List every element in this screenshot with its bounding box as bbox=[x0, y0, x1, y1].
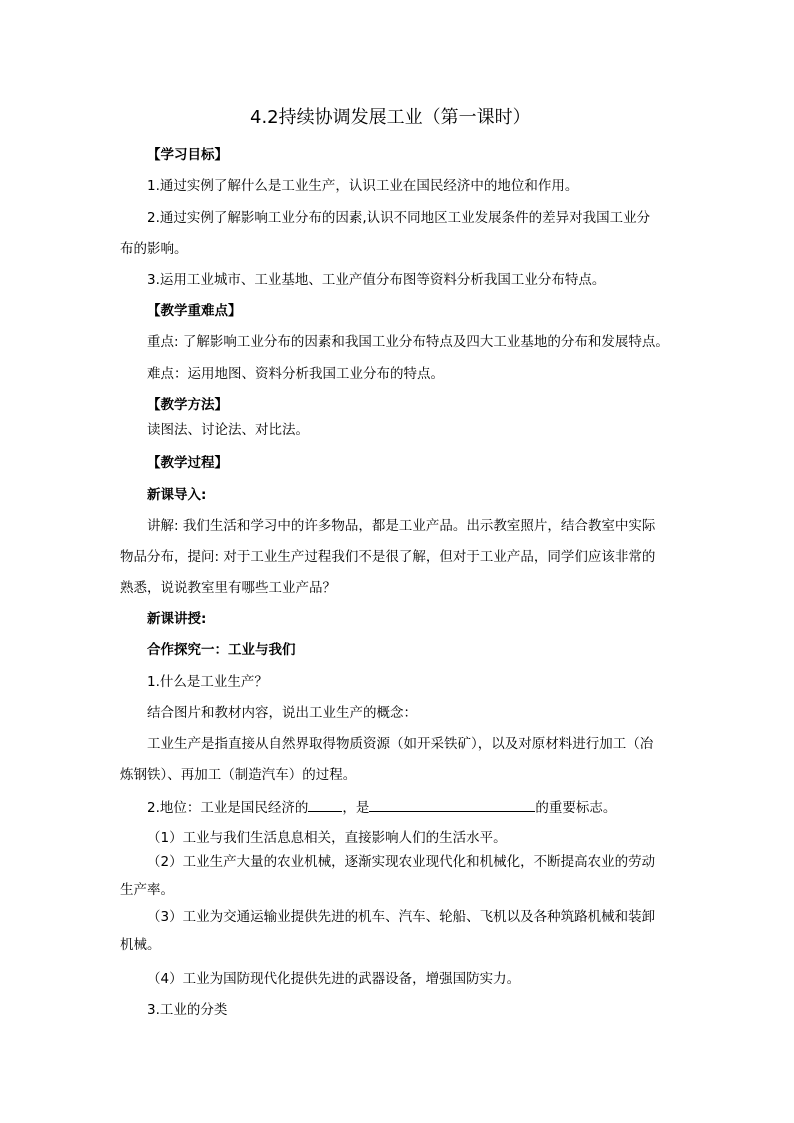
key-difficulty: 难点：运用地图、资料分析我国工业分布的特点。 bbox=[147, 366, 444, 382]
explore-1: 合作探究一：工业与我们 bbox=[147, 642, 296, 658]
page-title: 4.2持续协调发展工业（第一课时） bbox=[250, 107, 531, 128]
question-1: 1.什么是工业生产？ bbox=[147, 674, 268, 690]
intro-label: 新课导入: bbox=[147, 487, 207, 503]
goals-heading: 【学习目标】 bbox=[147, 147, 228, 163]
methods-heading: 【教学方法】 bbox=[147, 397, 228, 413]
status-line bbox=[147, 797, 616, 818]
goal-item-3: 3.运用工业城市、工业基地、工业产值分布图等资料分析我国工业分布特点。 bbox=[147, 272, 606, 288]
status-text-b: ，是 bbox=[342, 800, 370, 816]
status-text-c: 的重要标志。 bbox=[535, 800, 617, 816]
question-1-prompt: 结合图片和教材内容，说出工业生产的概念： bbox=[147, 705, 417, 721]
point-2-line-2: 生产率。 bbox=[120, 882, 174, 898]
definition-line-1: 工业生产是指直接从自然界取得物质资源（如开采铁矿），以及对原材料进行加工（冶 bbox=[147, 736, 654, 752]
methods-text: 读图法、讨论法、对比法。 bbox=[147, 422, 309, 438]
goal-item-2-line-1: 2.通过实例了解影响工业分布的因素,认识不同地区工业发展条件的差异对我国工业分 bbox=[147, 210, 651, 226]
point-4: （4）工业为国防现代化提供先进的武器设备，增强国防实力。 bbox=[147, 971, 521, 987]
process-heading: 【教学过程】 bbox=[147, 455, 228, 471]
point-1: （1）工业与我们生活息息相关，直接影响人们的生活水平。 bbox=[147, 830, 507, 846]
status-blank-1[interactable] bbox=[308, 797, 342, 812]
intro-line-2: 物品分布，提问: 对于工业生产过程我们不是很了解，但对于工业产品，同学们应该非常的 bbox=[120, 549, 656, 565]
point-3-line-1: （3）工业为交通运输业提供先进的机车、汽车、轮船、飞机以及各种筑路机械和装卸 bbox=[147, 909, 656, 925]
goal-item-2-line-2: 布的影响。 bbox=[120, 241, 188, 257]
status-text-a: 2.地位：工业是国民经济的 bbox=[147, 800, 309, 816]
key-points-heading: 【教学重难点】 bbox=[147, 303, 242, 319]
intro-line-3: 熟悉，说说教室里有哪些工业产品？ bbox=[120, 580, 336, 596]
point-3-line-2: 机械。 bbox=[120, 937, 161, 953]
point-2-line-1: （2）工业生产大量的农业机械，逐渐实现农业现代化和机械化，不断提高农业的劳动 bbox=[147, 854, 656, 870]
intro-line-1: 讲解: 我们生活和学习中的许多物品，都是工业产品。出示教室照片，结合教室中实际 bbox=[147, 518, 656, 534]
question-3: 3.工业的分类 bbox=[147, 1002, 228, 1018]
definition-line-2: 炼钢铁）、再加工（制造汽车）的过程。 bbox=[120, 767, 357, 783]
goal-item-1: 1.通过实例了解什么是工业生产，认识工业在国民经济中的地位和作用。 bbox=[147, 178, 579, 194]
status-blank-2[interactable] bbox=[369, 797, 535, 812]
lecture-label: 新课讲授: bbox=[147, 611, 207, 627]
key-focus: 重点: 了解影响工业分布的因素和我国工业分布特点及四大工业基地的分布和发展特点。 bbox=[147, 334, 669, 350]
